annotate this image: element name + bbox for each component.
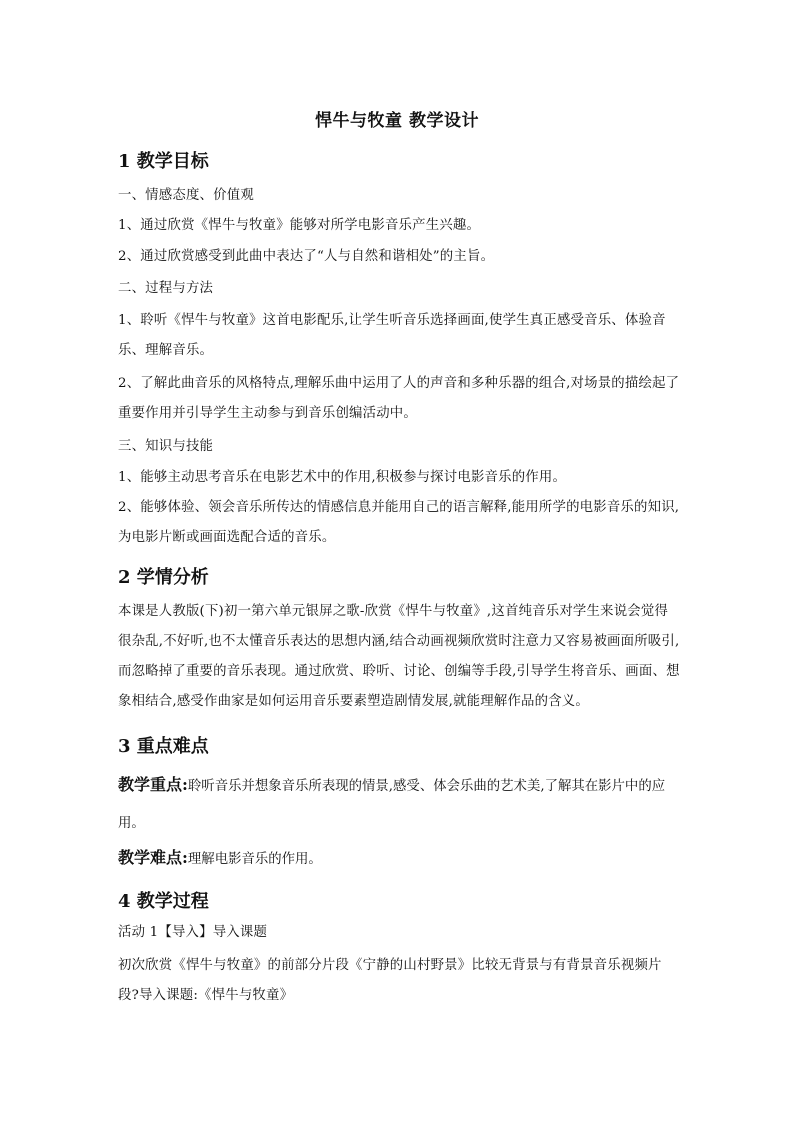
objective-line-3: 2、通过欣赏感受到此曲中表达了“人与自然和谐相处”的主旨。 (118, 249, 495, 264)
objective-line-1: 一、情感态度、价值观 (118, 188, 254, 203)
activity-paragraph: 初次欣赏《悍牛与牧童》的前部分片段《宁静的山村野景》比较无背景与有背景音乐视频片段?导入课题:《悍牛与牧童》 (118, 958, 662, 1003)
section-heading-objectives: 1 教学目标 (118, 151, 209, 172)
key-point-label: 教学重点: (118, 775, 188, 794)
objective-line-7: 三、知识与技能 (118, 439, 214, 454)
section-heading-keypoints: 3 重点难点 (118, 736, 209, 757)
difficulty-label: 教学难点: (118, 848, 188, 867)
key-point-text: 聆听音乐并想象音乐所表现的情景,感受、体会乐曲的艺术美,了解其在影片中的应用。 (118, 779, 666, 831)
objective-line-8: 1、能够主动思考音乐在电影艺术中的作用,积极参与探讨电影音乐的作用。 (118, 470, 567, 485)
activity-title: 活动 1【导入】导入课题 (118, 925, 268, 940)
objective-line-9: 2、能够体验、领会音乐所传达的情感信息并能用自己的语言解释,能用所学的电影音乐的知识,为电影片断或画面选配合适的音乐。 (118, 500, 680, 545)
analysis-paragraph: 本课是人教版(下)初一第六单元银屏之歌-欣赏《悍牛与牧童》,这首纯音乐对学生来说会觉得很杂乱,不好听,也不太懂音乐表达的思想内涵,结合动画视频欣赏时注意力又容易被画面所吸引,而忽略掉了重要的音乐表现。通过欣赏、聆听、讨论、创编等手段,引导学生将音乐、画面、想象相结合,感受作曲家是如何运用音乐要素塑造剧情发展,就能理解作品的含义。 (118, 604, 680, 709)
objective-line-6: 2、了解此曲音乐的风格特点,理解乐曲中运用了人的声音和多种乐器的组合,对场景的描绘起了重要作用并引导学生主动参与到音乐创编活动中。 (118, 376, 680, 421)
objective-line-5: 1、聆听《悍牛与牧童》这首电影配乐,让学生听音乐选择画面,使学生真正感受音乐、体验音乐、理解音乐。 (118, 313, 666, 358)
objective-line-2: 1、通过欣赏《悍牛与牧童》能够对所学电影音乐产生兴趣。 (118, 218, 481, 233)
section-heading-analysis: 2 学情分析 (118, 567, 209, 588)
objective-line-4: 二、过程与方法 (118, 281, 214, 296)
section-heading-process: 4 教学过程 (118, 891, 209, 912)
difficulty-paragraph (118, 840, 680, 877)
difficulty-text: 理解电影音乐的作用。 (187, 852, 322, 867)
key-point-paragraph (118, 767, 680, 841)
document-title: 悍牛与牧童 教学设计 (315, 111, 479, 131)
